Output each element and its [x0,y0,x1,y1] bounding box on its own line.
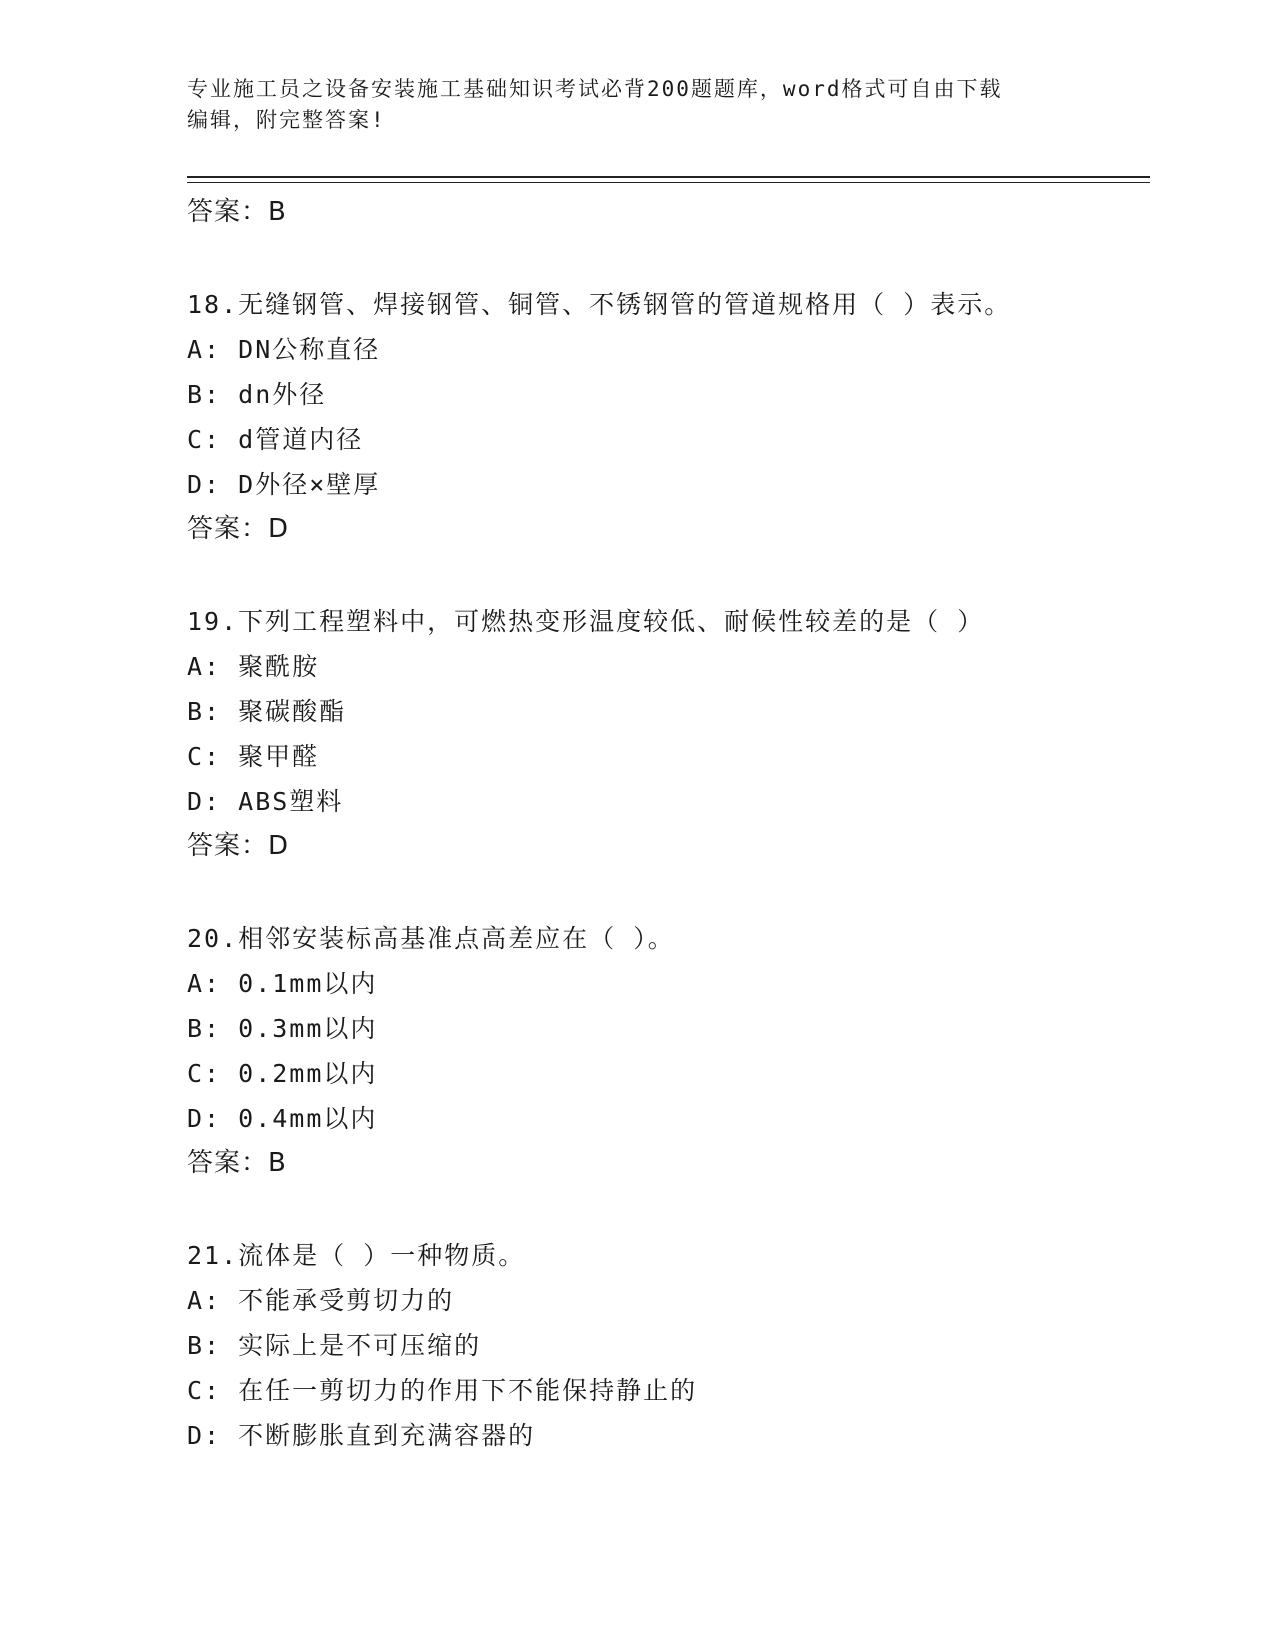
spacer [187,552,1147,599]
question-block-21 [187,1233,1147,1458]
spacer [187,869,1147,916]
option-b: B: 0.3mm以内 [187,1014,378,1043]
question-text: 19.下列工程塑料中，可燃热变形温度较低、耐候性较差的是（ ） [187,607,985,636]
header-title-line-1: 专业施工员之设备安装施工基础知识考试必背200题题库，word格式可自由下载 [187,77,1003,101]
answer-line: 答案：D [187,514,290,544]
answer-line: 答案：B [187,1148,287,1178]
option-a: A: 聚酰胺 [187,652,320,681]
question-text: 21.流体是（ ）一种物质。 [187,1241,526,1270]
option-c: C: 在任一剪切力的作用下不能保持静止的 [187,1376,698,1405]
option-a: A: 不能承受剪切力的 [187,1286,455,1315]
option-d: D: ABS塑料 [187,787,344,816]
question-list [187,190,1147,1458]
answer-line: 答案：B [187,197,287,227]
header-divider-thin [187,182,1150,183]
option-a: A: DN公称直径 [187,335,381,364]
spacer [187,1186,1147,1233]
question-text: 18.无缝钢管、焊接钢管、铜管、不锈钢管的管道规格用（ ）表示。 [187,290,1012,319]
question-block-19 [187,599,1147,869]
question-block-18 [187,282,1147,552]
option-b: B: dn外径 [187,380,327,409]
option-a: A: 0.1mm以内 [187,969,378,998]
option-b: B: 聚碳酸酯 [187,697,347,726]
answer-line: 答案：D [187,831,290,861]
document-header [187,74,1067,136]
option-c: C: d管道内径 [187,425,364,454]
header-title-line-2: 编辑，附完整答案! [187,108,386,132]
header-divider-thick [187,176,1150,178]
option-c: C: 聚甲醛 [187,742,320,771]
option-d: D: 0.4mm以内 [187,1104,378,1133]
option-d: D: D外径×壁厚 [187,470,381,499]
option-b: B: 实际上是不可压缩的 [187,1331,482,1360]
option-c: C: 0.2mm以内 [187,1059,378,1088]
question-text: 20.相邻安装标高基准点高差应在（ ）。 [187,924,675,953]
option-d: D: 不断膨胀直到充满容器的 [187,1421,536,1450]
spacer [187,235,1147,282]
question-block-20 [187,916,1147,1186]
